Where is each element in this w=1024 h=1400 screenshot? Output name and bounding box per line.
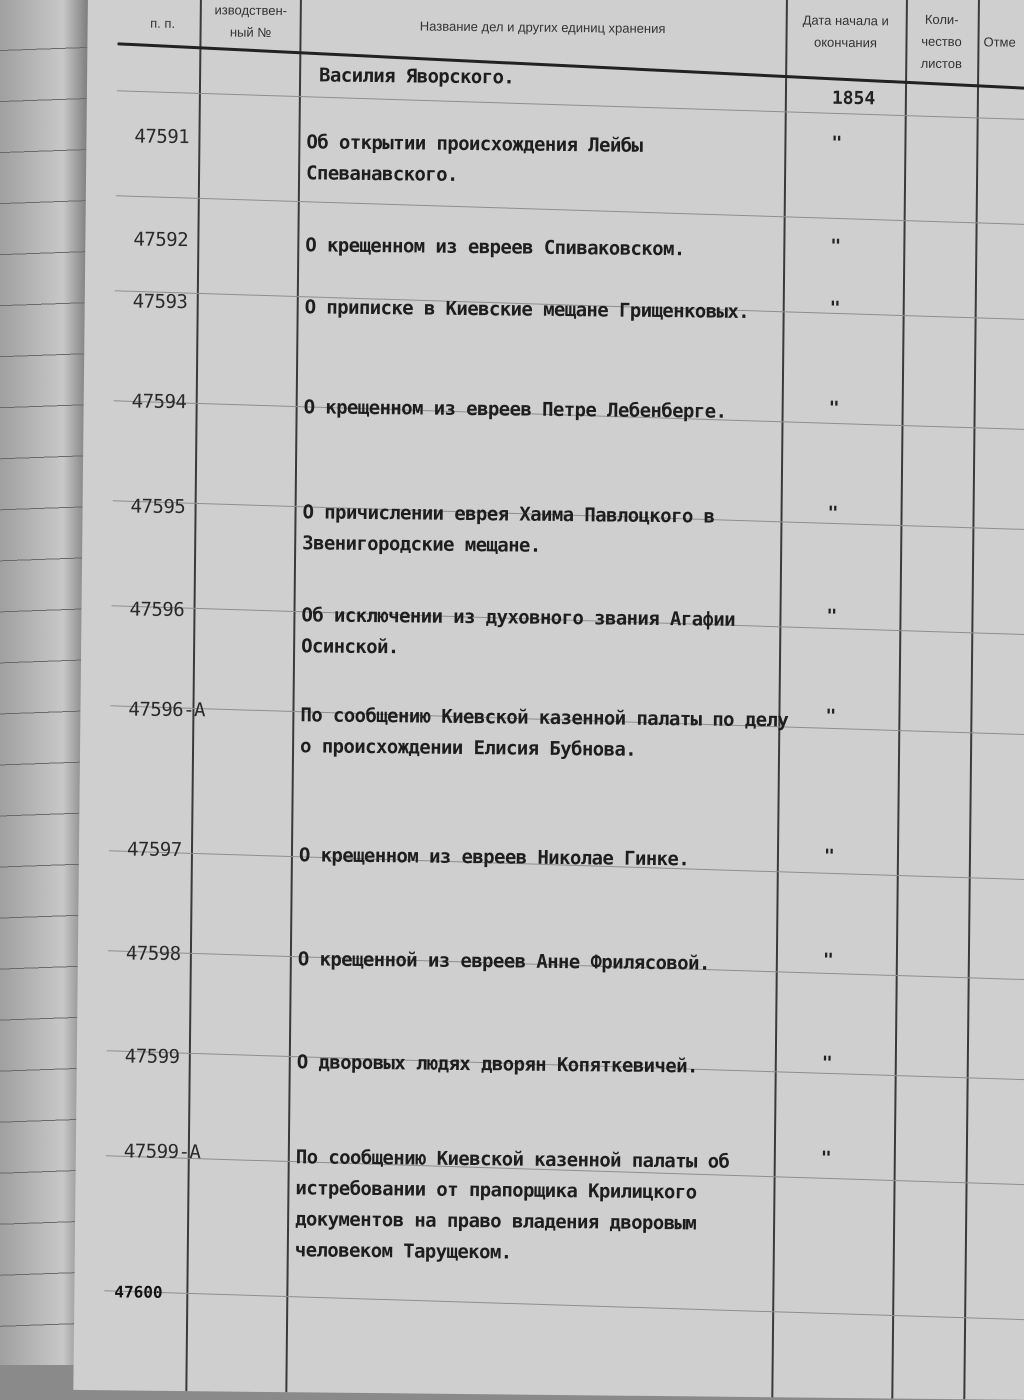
entry-text: О крещенном из евреев Николае Гинке.: [298, 844, 690, 871]
entry-text: О дворовых людях дворян Копяткевичей.: [296, 1051, 698, 1078]
entry-number: 47596: [129, 598, 185, 622]
entry-number: 47591: [134, 125, 190, 149]
entry-number: 47599-А: [123, 1140, 201, 1164]
table-row: [84, 390, 984, 423]
entry-date: ": [822, 949, 834, 971]
continuation-row: [87, 58, 987, 110]
entry-text: Василия Яворского.: [319, 64, 515, 89]
table-row: [82, 598, 982, 659]
entry-date: ": [831, 132, 843, 154]
entry-date: ": [825, 705, 837, 727]
entry-text: О приписке в Киевские мещане Грищенковых.: [304, 296, 750, 323]
entry-date: ": [821, 1052, 833, 1074]
entry-text: Об открытии происхождения Лейбы Спеванавского.: [305, 131, 643, 186]
entry-number: 47596-А: [128, 698, 206, 722]
table-row: [81, 698, 981, 761]
entry-date: ": [820, 1147, 832, 1169]
entry-number: 47597: [126, 838, 182, 862]
entry-date: ": [830, 235, 842, 257]
entry-text: О крещенном из евреев Петре Лебенберге.: [303, 396, 727, 423]
entry-text: О причислении еврея Хаима Павлоцкого в Звенигородские мещане.: [302, 501, 715, 557]
entry-date: ": [827, 502, 839, 524]
header-count: Коли-чество листов: [920, 11, 962, 72]
register-page: [73, 0, 1024, 1400]
entry-date: ": [823, 845, 835, 867]
overtyped-number: 47600: [114, 1282, 163, 1302]
entry-date: ": [826, 605, 838, 627]
entry-number: 47595: [130, 495, 186, 519]
header-date: Дата начала и окончания: [802, 12, 889, 51]
entry-text: По сообщению Киевской казенной палаты об истребовании от прапорщика Крилицкого документов на право владения дворовым человеком Тарущеком.: [294, 1146, 730, 1264]
table-row: [79, 838, 979, 871]
column-divider: [963, 0, 979, 1399]
entry-text: По сообщению Киевской казенной палаты по делу о происхождении Елисия Бубнова.: [299, 704, 789, 761]
table-row: [76, 1140, 976, 1264]
entry-number: 47594: [131, 390, 187, 414]
entry-number: 47593: [132, 290, 188, 314]
entry-number: 47599: [124, 1045, 180, 1069]
header-title: Название дел и других единиц хранения: [419, 18, 666, 37]
entry-text: О крещенном из евреев Спиваковском.: [305, 234, 685, 261]
entry-date: ": [829, 297, 841, 319]
table-row: [85, 290, 985, 323]
entry-number: 47592: [133, 228, 189, 252]
table-row: [87, 125, 987, 186]
header-prod-no: изводствен-ный №: [214, 2, 288, 40]
table-row: [86, 228, 986, 261]
entry-number: 47598: [125, 942, 181, 966]
entry-text: Об исключении из духовного звания Агафии Осинской.: [301, 604, 736, 659]
header-pp: п. п.: [150, 15, 176, 31]
entry-date: ": [828, 397, 840, 419]
column-divider: [185, 0, 201, 1391]
header-remarks: Отме: [983, 34, 1016, 50]
table-row: [78, 942, 978, 975]
entry-date: 1854: [831, 87, 876, 110]
column-divider: [891, 0, 907, 1399]
entry-text: О крещенной из евреев Анне Фрилясовой.: [297, 948, 710, 975]
